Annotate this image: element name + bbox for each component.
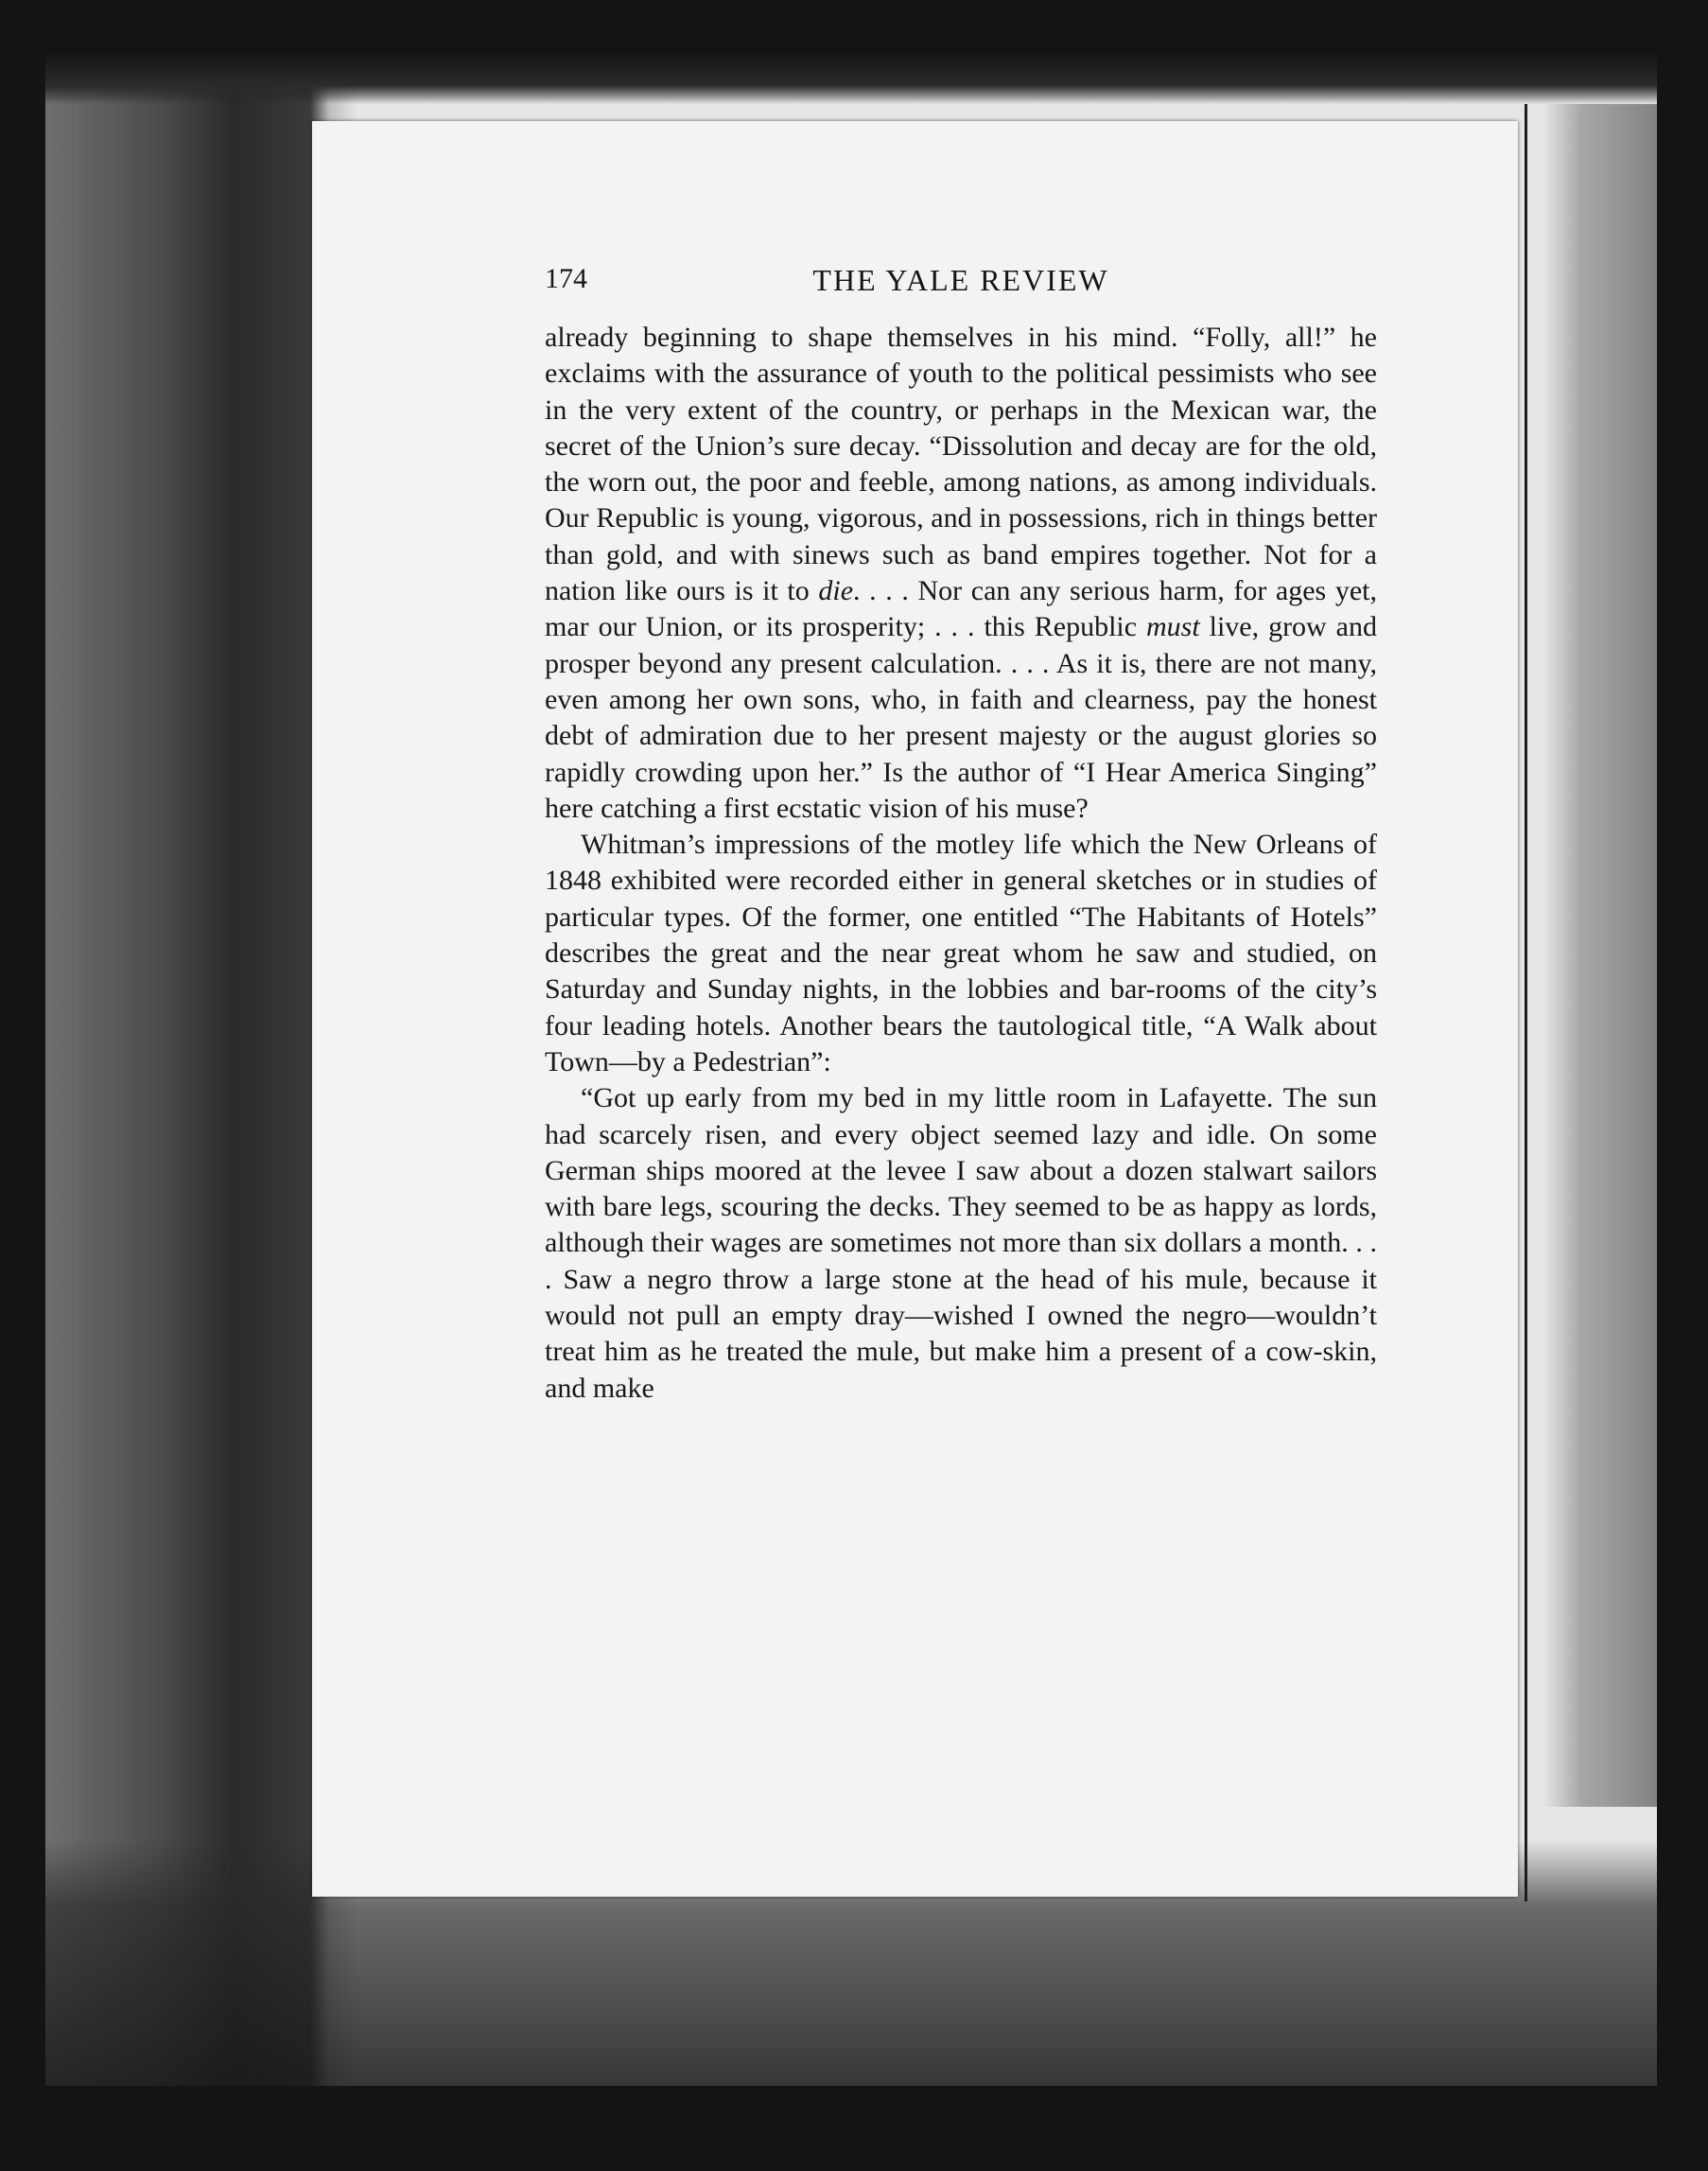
page-number: 174 <box>545 263 587 294</box>
text-segment: “Got up early from my bed in my little room in Lafayette. The sun had scarcely risen, and every object seemed lazy and idle. On some German ships moored at the levee I saw about a dozen stalwart sailors with bare legs, scouring the decks. They seemed to be as happy as lords, although their wages are sometimes not more than six dollars a month. . . . Saw a negro throw a large stone at the head of his mule, because it would not pull an empty dray—wished I owned the negro—wouldn’t treat him as he treated the mule, but make him a present of a cow-skin, and make <box>545 1082 1377 1404</box>
scan-top-shadow <box>45 47 1657 104</box>
italic-word-die: die <box>818 575 854 607</box>
text-segment: . . . . Nor can any serious harm, for ages yet, mar our Union, or its prosperity; . . . this Republic <box>545 575 1378 643</box>
text-segment: Whitman’s impressions of the motley life which the New Orleans of 1848 exhibited were recorded either in general sketches or in studies of particular types. Of the former, one entitled “The Habitants of Hotels” describes the great and the near great whom he saw and studied, on Saturday and Sunday nights, in the lobbies and bar-rooms of the city’s four leading hotels. Another bears the tautological title, “A Walk about Town—by a Pedestrian”: <box>545 829 1377 1077</box>
paragraph-3-quotation <box>545 1080 1377 1407</box>
running-head <box>545 263 1377 310</box>
text-segment: live, grow and prosper beyond any present calculation. . . . As it is, there are not many, even among her own sons, who, in faith and clearness, pay the honest debt of admiration due to her present majesty or the august glories so rapidly crowding upon her.” Is the author of “I Hear America Singing” here catching a first ecstatic vision of his muse? <box>545 611 1377 824</box>
paragraph-2 <box>545 827 1377 1080</box>
binding-edge-line <box>1525 104 1527 1901</box>
journal-title: THE YALE REVIEW <box>812 263 1109 297</box>
text-segment: already beginning to shape themselves in his mind. “Folly, all!” he exclaims with the assurance of youth to the political pessimists who see in the very extent of the country, or perhaps in the Mexican war, the secret of the Union’s sure decay. “Dissolution and decay are for the old, the worn out, the poor and feeble, among nations, as among individuals. Our Republic is young, vigorous, and in possessions, rich in things better than gold, and with sinews such as band empires together. Not for a nation like ours is it to <box>545 322 1377 607</box>
paragraph-1 <box>545 320 1377 827</box>
italic-word-must: must <box>1146 611 1200 643</box>
body-text <box>545 320 1377 1407</box>
printed-page <box>312 121 1518 1897</box>
